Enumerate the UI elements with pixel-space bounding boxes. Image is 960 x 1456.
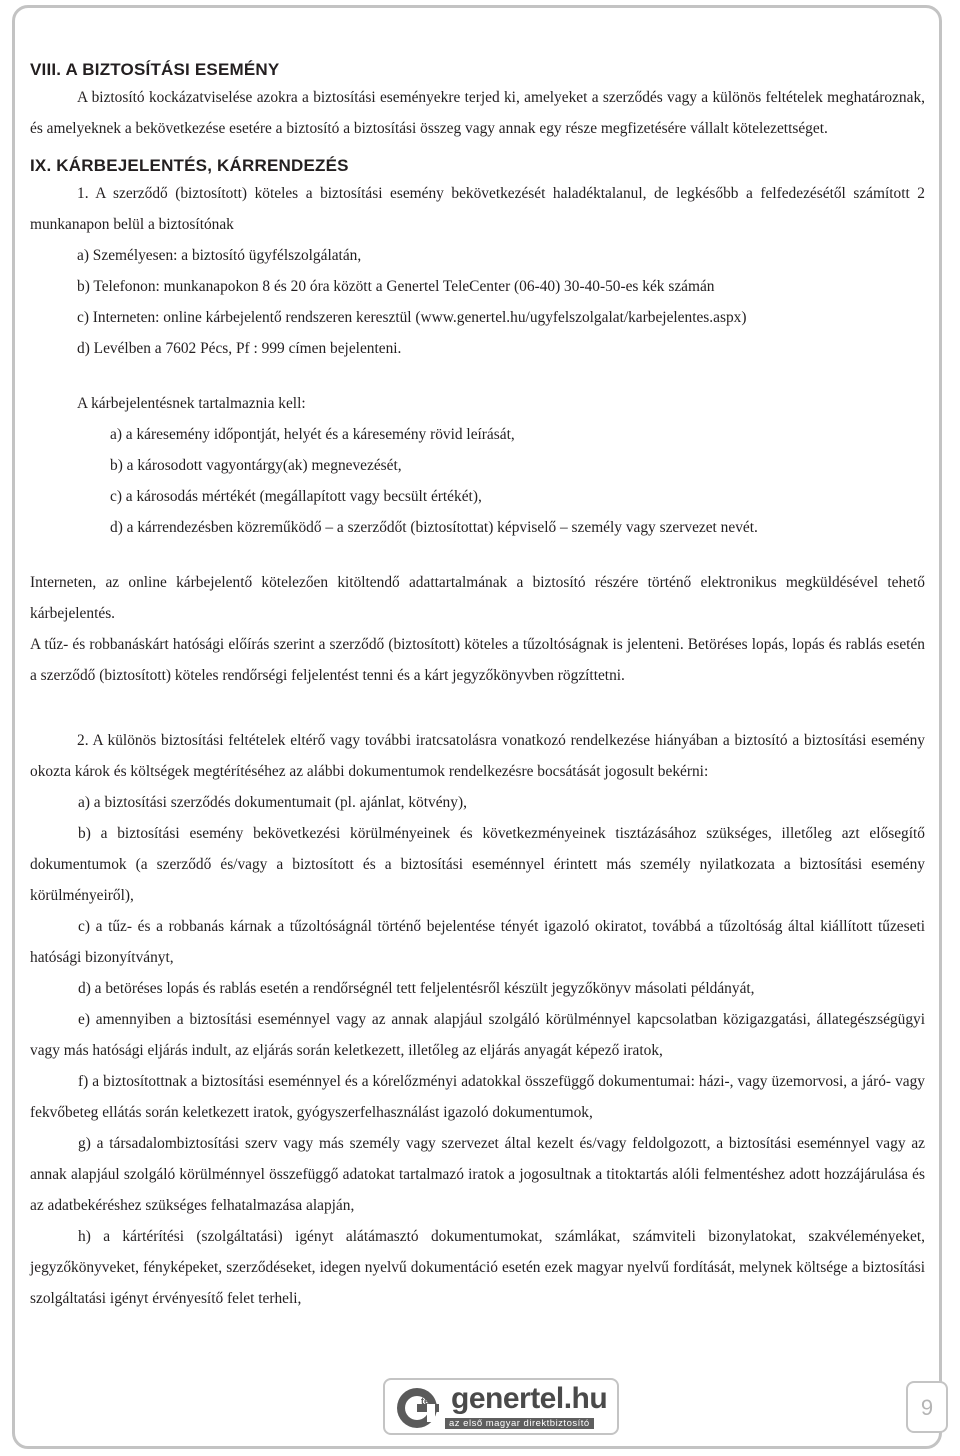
list-item: b) Telefonon: munkanapokon 8 és 20 óra között a Genertel TeleCenter (06-40) 30-40-50-es kék számán <box>77 278 715 295</box>
section-heading-viii: VIII. A BIZTOSÍTÁSI ESEMÉNY <box>30 60 280 79</box>
list-item: h) a kártérítési (szolgáltatási) igényt alátámasztó dokumentumokat, számlákat, számviteli bizonylatokat, szakvéleményeket, jegyzőkönyveket, fényképeket, szerződéseket, idegen nyelvű dokumentáció esetén ezek magyar nyelvű fordítását, melynek költsége a biztosítási szolgáltatási igényt érvényesítő felet terheli, <box>30 1228 925 1307</box>
list-item: a) Személyesen: a biztosító ügyfélszolgálatán, <box>77 247 362 264</box>
claim-content-intro: A kárbejelentésnek tartalmaznia kell: <box>77 395 306 412</box>
logo-mark: tel <box>421 1396 432 1406</box>
list-item: f) a biztosítottnak a biztosítási eseménnyel és a kórelőzményi adatokkal összefüggő dokumentumai: házi-, vagy üzemorvosi, a járó- vagy fekvőbeteg ellátás során keletkezett iratok, gyógyszerfelhasználást igazoló dokumentumok, <box>30 1073 925 1121</box>
document-body <box>30 58 925 1314</box>
list-item: c) Interneten: online kárbejelentő rendszeren keresztül (www.genertel.hu/ugyfelszolgalat/karbejelentes.aspx) <box>77 309 747 326</box>
required-documents-list <box>30 787 925 1314</box>
list-item: b) a károsodott vagyontárgy(ak) megnevezését, <box>110 457 402 474</box>
list-item: d) Levélben a 7602 Pécs, Pf : 999 címen bejelenteni. <box>77 340 402 357</box>
list-item: d) a betöréses lopás és rablás esetén a rendőrségnél tett feljelentésről készült jegyzőkönyv másolati példányát, <box>78 980 755 997</box>
logo-tagline: az első magyar direktbiztosító <box>445 1418 594 1429</box>
claim-content-list <box>30 419 925 543</box>
section-viii-text: A biztosító kockázatviselése azokra a biztosítási eseményekre terjed ki, amelyeket a szerződés vagy a különös feltételek meghatároznak, és amelyeknek a bekövetkezése esetére a biztosító a biztosítási összeg vagy annak egy része megfizetésére vállalt kötelezettséget. <box>30 89 925 137</box>
fire-theft-note: A tűz- és robbanáskárt hatósági előírás szerint a szerződő (biztosított) köteles a tűzoltóságnak is jelenteni. Betöréses lopás, lopás és rablás esetén a szerződő (biztosított) köteles rendőrségi feljelentést tenni és a kárt jegyzőkönyvben rögzíttetni. <box>30 636 925 684</box>
list-item: a) a biztosítási szerződés dokumentumait (pl. ajánlat, kötvény), <box>78 794 467 811</box>
list-item: g) a társadalombiztosítási szerv vagy más személy vagy szervezet által kezelt és/vagy feldolgozott, a biztosítási eseménnyel vagy az annak alapjául szolgáló körülménnyel összefüggő adatokat tartalmazó iratok a jogosultnak a titoktartás alóli felmentéshez adott hozzájárulása és az adatbekéréshez szükséges felhatalmazása alapján, <box>30 1135 925 1214</box>
list-item: e) amennyiben a biztosítási eseménnyel vagy az annak alapjául szolgáló körülménnyel kapcsolatban közigazgatási, állategészségügyi vagy más hatósági eljárás indult, az eljárás során keletkezett, illetőleg az eljárás anyagát képező iratok, <box>30 1011 925 1059</box>
genertel-g-icon <box>393 1386 449 1430</box>
claim-paragraph-2: 2. A különös biztosítási feltételek eltérő vagy további iratcsatolásra vonatkozó rendelkezése hiányában a biztosító a biztosítási esemény okozta károk és költségek megtérítéséhez az alábbi dokumentumok rendelkezésre bocsátását jogosult bekérni: <box>30 732 925 780</box>
list-item: d) a kárrendezésben közreműködő – a szerződőt (biztosítottat) képviselő – személy vagy szervezet nevét. <box>110 519 758 536</box>
page-number: 9 <box>906 1381 948 1433</box>
list-item: a) a káresemény időpontját, helyét és a káresemény rövid leírását, <box>110 426 515 443</box>
online-claim-note: Interneten, az online kárbejelentő kötelezően kitöltendő adattartalmának a biztosító részére történő elektronikus megküldésével tehető kárbejelentés. <box>30 574 925 622</box>
list-item: c) a károsodás mértékét (megállapított vagy becsült értékét), <box>110 488 482 505</box>
list-item: c) a tűz- és a robbanás kárnak a tűzoltóságnál történő bejelentése tényét igazoló okiratot, továbbá a tűzoltóság által kiállított tűzeseti hatósági bizonyítványt, <box>30 918 925 966</box>
genertel-logo <box>383 1378 619 1435</box>
section-heading-ix: IX. KÁRBEJELENTÉS, KÁRRENDEZÉS <box>30 156 349 175</box>
logo-name: genertel.hu <box>451 1382 608 1415</box>
claim-paragraph-1: 1. A szerződő (biztosított) köteles a biztosítási esemény bekövetkezését haladéktalanul, de legkésőbb a felfedezésétől számított 2 munkanapon belül a biztosítónak <box>30 185 925 233</box>
list-item: b) a biztosítási esemény bekövetkezési körülményeinek és következményeinek tisztázásához szükséges, illetőleg azt elősegítő dokumentumok (a szerződő és/vagy a biztosított és a biztosítási eseménnyel érintett más személy nyilatkozata a biztosítási esemény körülményeiről), <box>30 825 925 904</box>
claim-channels-list <box>30 240 925 364</box>
